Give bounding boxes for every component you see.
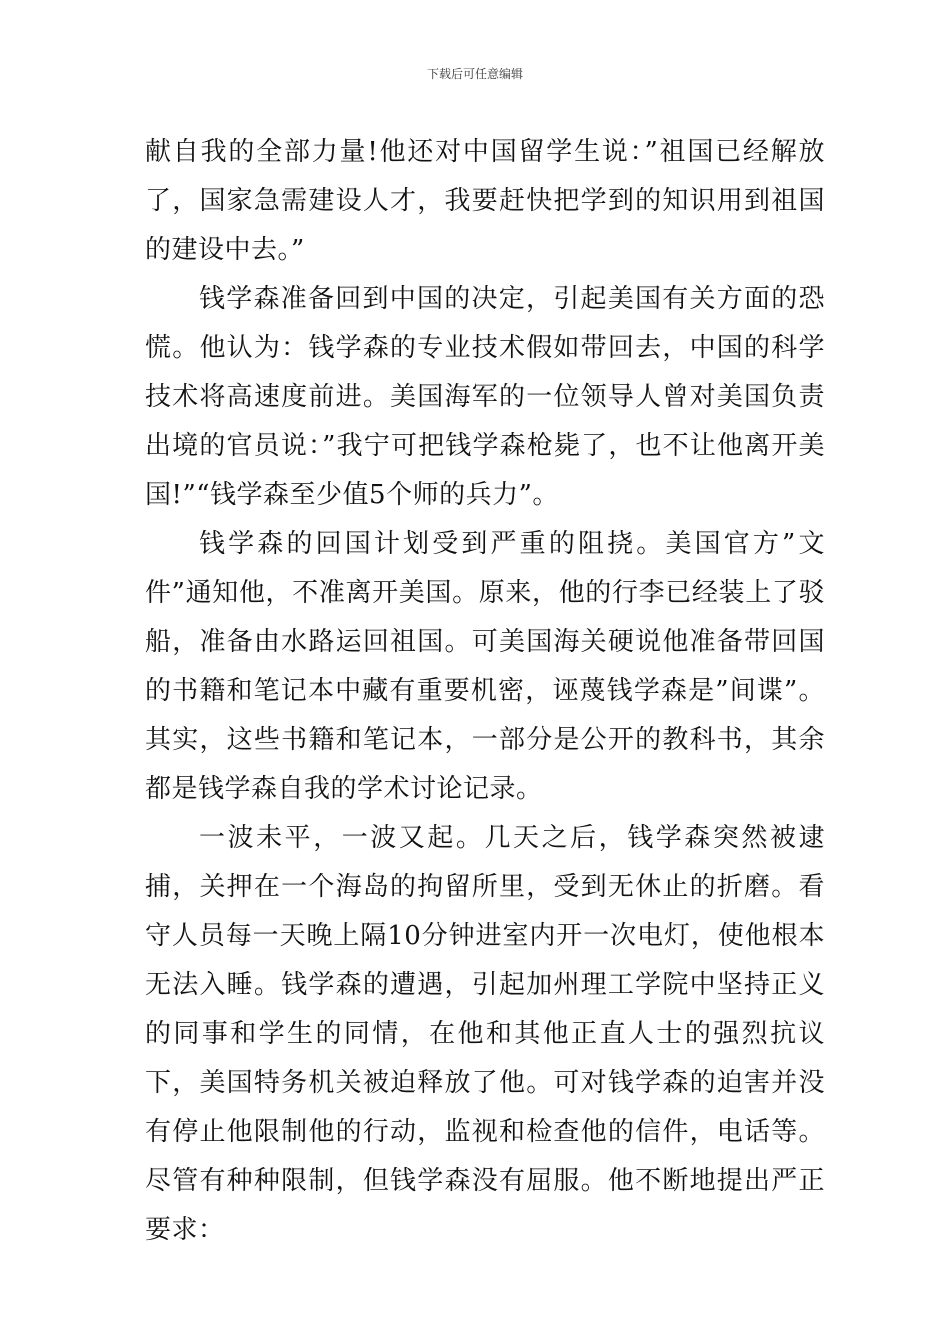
paragraph-1: 献自我的全部力量!他还对中国留学生说：”祖国已经解放了，国家急需建设人才，我要赶快把学到的知识用到祖国的建设中去。”	[145, 137, 825, 265]
page-header: 下载后可任意编辑	[426, 67, 523, 81]
paragraph-2: 钱学森准备回到中国的决定，引起美国有关方面的恐慌。他认为：钱学森的专业技术假如带回去，中国的科学技术将高速度前进。美国海军的一位领导人曾对美国负责出境的官员说：”我宁可把钱学森枪毙了，也不让他离开美国!”“钱学森至少值5个师的兵力”。	[145, 284, 825, 510]
paragraph-4: 一波未平，一波又起。几天之后，钱学森突然被逮捕，关押在一个海岛的拘留所里，受到无休止的折磨。看守人员每一天晚上隔10分钟进室内开一次电灯，使他根本无法入睡。钱学森的遭遇，引起加州理工学院中坚持正义的同事和学生的同情，在他和其他正直人士的强烈抗议下，美国特务机关被迫释放了他。可对钱学森的迫害并没有停止他限制他的行动，监视和检查他的信件，电话等。尽管有种种限制，但钱学森没有屈服。他不断地提出严正要求：	[145, 823, 825, 1245]
document-body	[145, 128, 825, 1255]
paragraph-3: 钱学森的回国计划受到严重的阻挠。美国官方”文件”通知他，不准离开美国。原来，他的行李已经装上了驳船，准备由水路运回祖国。可美国海关硬说他准备带回国的书籍和笔记本中藏有重要机密，诬蔑钱学森是”间谍”。其实，这些书籍和笔记本，一部分是公开的教科书，其余都是钱学森自我的学术讨论记录。	[145, 529, 825, 804]
